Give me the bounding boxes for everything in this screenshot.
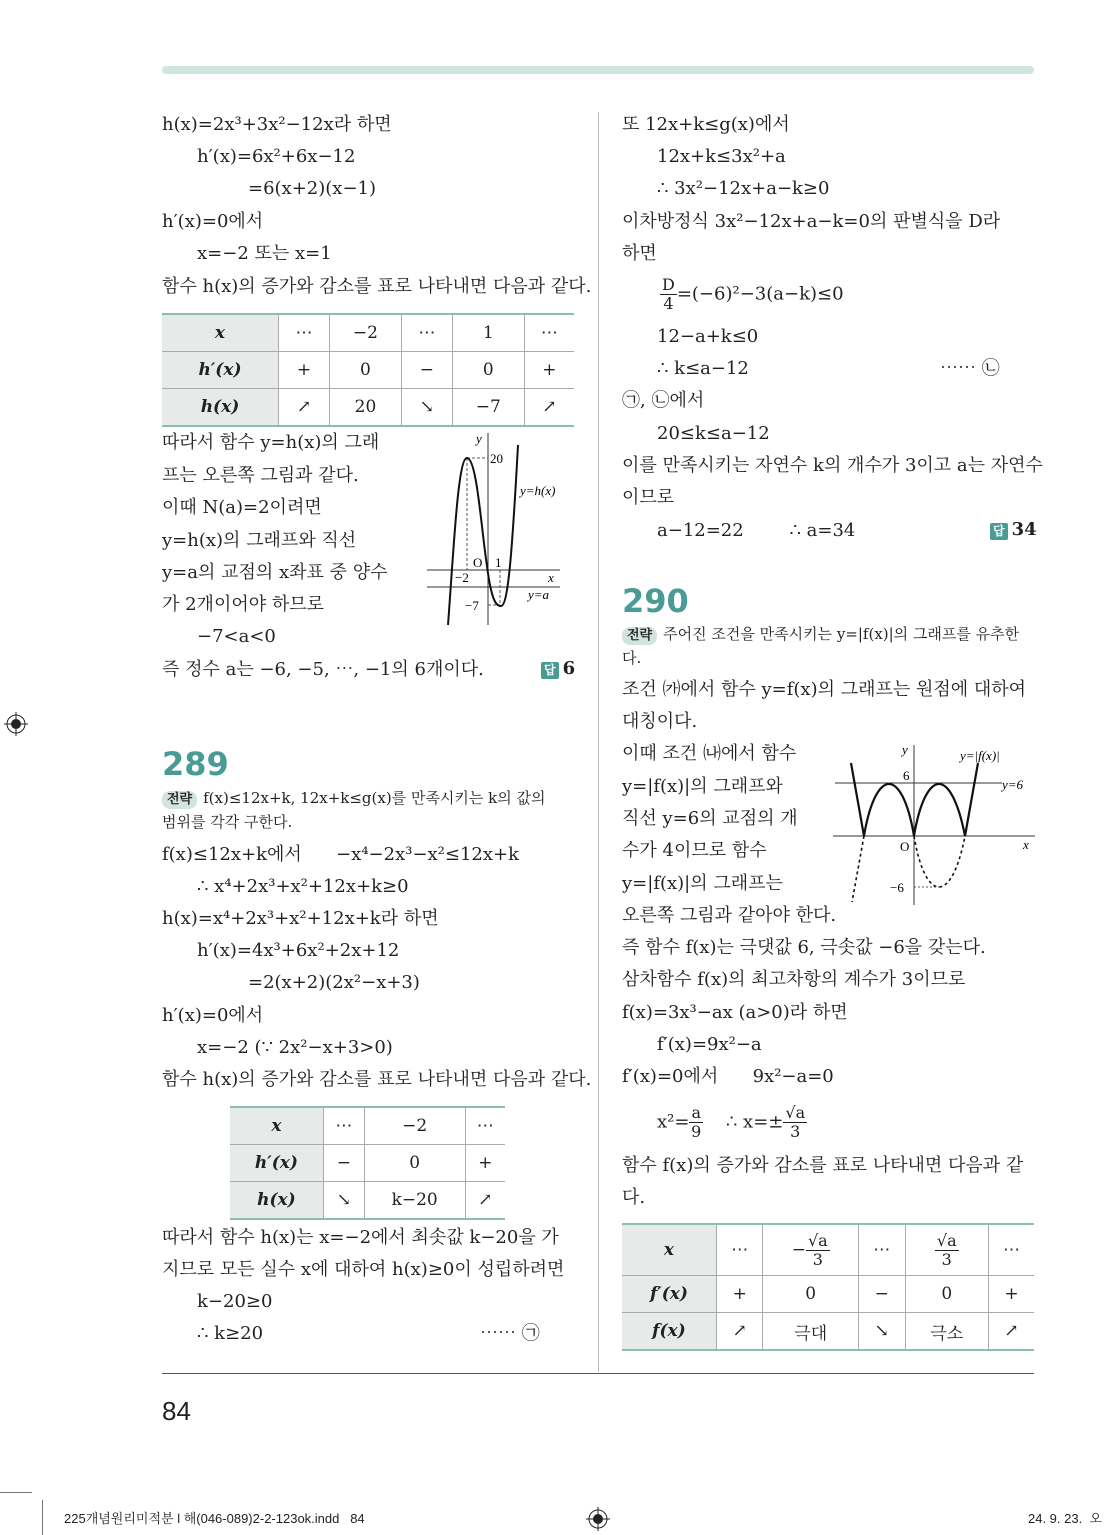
graph-label: −7 (465, 598, 479, 613)
text-line: 하면 (622, 243, 657, 264)
table-cell: 0 (452, 352, 524, 389)
table-row (230, 1145, 505, 1182)
text-line: 12−a+k≤0 (657, 326, 759, 347)
inline-text: =(−6)²−3(a−k)≤0 (676, 283, 844, 305)
text-line: 따라서 함수 h(x)는 x=−2에서 최솟값 k−20을 가 (162, 1227, 559, 1248)
text-line: 함수 f(x)의 증가와 감소를 표로 나타내면 다음과 같 (622, 1155, 1024, 1176)
text-line: y=a의 교점의 x좌표 중 양수 (162, 562, 388, 583)
table-cell: ↗ (989, 1313, 1034, 1351)
text-line: y=|f(x)|의 그래프는 (622, 873, 783, 894)
inline-text: x²= (657, 1111, 690, 1133)
inline-text: √a (936, 1230, 957, 1250)
table-row (162, 314, 574, 352)
inline-text: ∴ x=± (703, 1111, 784, 1133)
text-line: 이때 조건 ㈏에서 함수 (622, 743, 797, 764)
table-cell: h(x) (230, 1182, 323, 1220)
table-cell: −7 (452, 389, 524, 427)
graph-label: 6 (903, 768, 910, 783)
inline-text (660, 276, 677, 313)
text-line: ∴ x⁴+2x³+x²+12x+k≥0 (197, 876, 409, 897)
text-line: 대칭이다. (622, 711, 698, 732)
footer-rule (162, 1373, 1034, 1374)
text-line: h(x)=2x³+3x²−12x라 하면 (162, 114, 392, 135)
table-cell: 극소 (905, 1313, 989, 1351)
answer (990, 519, 1037, 540)
text-line (660, 276, 844, 313)
text-line: 다. (622, 649, 642, 667)
problem-number: 289 (162, 745, 229, 783)
text-line: −7<a<0 (197, 626, 276, 647)
text-line: 범위를 각각 구한다. (162, 813, 293, 831)
inline-text: 34 (1011, 519, 1037, 540)
inline-text: 6 (562, 658, 576, 679)
table-cell (905, 1224, 989, 1276)
table-cell: − (401, 352, 452, 389)
table-cell: 20 (330, 389, 402, 427)
inline-text: 주어진 조건을 만족시키는 y=|f(x)|의 그래프를 유추한 (663, 625, 1020, 643)
table-3 (622, 1223, 1034, 1351)
text-line: f′(x)=0에서 9x²−a=0 (622, 1066, 834, 1087)
text-line: ∴ k≤a−12 (657, 358, 749, 379)
table-cell (763, 1224, 858, 1276)
text-line: =6(x+2)(x−1) (248, 178, 376, 199)
crop-mark (42, 1500, 43, 1535)
table-cell: ⋯ (323, 1107, 364, 1145)
print-date: 24. 9. 23. 오 (1028, 1511, 1102, 1526)
text-line: ∴ k≥20 (197, 1323, 264, 1344)
graph-label: x (548, 570, 554, 585)
text-line: 이를 만족시키는 자연수 k의 개수가 3이고 a는 자연수 (622, 455, 1043, 476)
text-line: 또 12x+k≤g(x)에서 (622, 114, 790, 135)
text-line: ㉠, ㉡에서 (622, 390, 705, 411)
header-bar (162, 66, 1034, 74)
table-cell: − (323, 1145, 364, 1182)
table-cell: − (858, 1276, 905, 1313)
text-line: 가 2개이어야 하므로 (162, 594, 324, 615)
mark: ⋯⋯ ㉡ (940, 358, 1000, 379)
inline-text: 3 (790, 1122, 801, 1141)
table-cell: ↘ (401, 389, 452, 427)
table-cell: −2 (330, 314, 402, 352)
table-cell: k−20 (364, 1182, 465, 1220)
text-line: 이므로 (622, 487, 675, 508)
text-line: =2(x+2)(2x²−x+3) (248, 972, 420, 993)
text-line: 수가 4이므로 함수 (622, 840, 767, 861)
text-line: 삼차함수 f(x)의 최고차항의 계수가 3이므로 (622, 969, 966, 990)
graph-label: y=6 (1002, 777, 1024, 792)
text-line: 즉 함수 f(x)는 극댓값 6, 극솟값 −6을 갖는다. (622, 937, 986, 958)
graph-label: y=h(x) (520, 483, 556, 498)
table-cell: ↘ (858, 1313, 905, 1351)
table-cell: h(x) (162, 389, 278, 427)
text-line: 20≤k≤a−12 (657, 423, 770, 444)
text-line: 즉 정수 a는 −6, −5, ⋯, −1의 6개이다. (162, 659, 484, 680)
table-cell: 0 (364, 1145, 465, 1182)
table-cell: + (716, 1276, 763, 1313)
table-cell: ⋯ (858, 1224, 905, 1276)
text-line: x=−2 (∵ 2x²−x+3>0) (197, 1037, 393, 1058)
graph-label: y=|f(x)| (960, 748, 1000, 763)
inline-text (689, 1104, 703, 1141)
strategy (622, 622, 1019, 646)
column-divider (598, 112, 599, 1372)
table-cell: h′(x) (230, 1145, 323, 1182)
text-line: f(x)=3x³−ax (a>0)라 하면 (622, 1002, 848, 1023)
graph-abs-f (830, 740, 1040, 910)
inline-text: 3 (812, 1249, 823, 1269)
table-cell: 극대 (763, 1313, 858, 1351)
answer (541, 658, 575, 679)
table-cell: ⋯ (716, 1224, 763, 1276)
text-line: 이차방정식 3x²−12x+a−k=0의 판별식을 D라 (622, 211, 1001, 232)
table-cell: ⋯ (465, 1107, 505, 1145)
table-1 (162, 313, 574, 427)
table-cell: ↗ (716, 1313, 763, 1351)
inline-text (806, 1232, 830, 1269)
table-row (622, 1224, 1034, 1276)
graph-label: y (902, 742, 908, 757)
text-line: k−20≥0 (197, 1291, 273, 1312)
graph-label: 20 (490, 451, 503, 466)
text-line: 다. (622, 1187, 646, 1208)
text-line: 함수 h(x)의 증가와 감소를 표로 나타내면 다음과 같다. (162, 1069, 592, 1090)
table-cell: f(x) (622, 1313, 716, 1351)
registration-mark-icon (586, 1507, 610, 1531)
inline-text: f(x)≤12x+k, 12x+k≤g(x)를 만족시키는 k의 값의 (203, 789, 546, 807)
graph-label: −6 (890, 880, 904, 895)
text-line: h′(x)=0에서 (162, 1005, 264, 1026)
text-line: 따라서 함수 y=h(x)의 그래 (162, 432, 380, 453)
table-row (230, 1182, 505, 1220)
inline-text: 3 (941, 1249, 952, 1269)
graph-label: y=a (528, 587, 550, 602)
text-line: 직선 y=6의 교점의 개 (622, 808, 798, 829)
table-cell: 0 (330, 352, 402, 389)
inline-text: − (791, 1239, 806, 1260)
table-cell: f′(x) (622, 1276, 716, 1313)
table-row (162, 352, 574, 389)
table-cell: + (524, 352, 574, 389)
text-line: 조건 ㈎에서 함수 y=f(x)의 그래프는 원점에 대하여 (622, 679, 1027, 700)
table-row (622, 1276, 1034, 1313)
table-cell: + (989, 1276, 1034, 1313)
table-row (230, 1107, 505, 1145)
text-line: h′(x)=6x²+6x−12 (197, 146, 356, 167)
registration-mark-icon (4, 712, 28, 736)
table-2 (230, 1106, 505, 1220)
file-info: 225개념원리미적분 l 해(046-089)2-2-123ok.indd 84 (64, 1511, 365, 1526)
inline-text: a (691, 1103, 701, 1122)
inline-text: 답 (990, 523, 1008, 540)
text-line: 지므로 모든 실수 x에 대하여 h(x)≥0이 성립하려면 (162, 1259, 565, 1280)
inline-text: √a (807, 1230, 828, 1250)
text-line: h(x)=x⁴+2x³+x²+12x+k라 하면 (162, 908, 439, 929)
text-line: 프는 오른쪽 그림과 같다. (162, 465, 359, 486)
inline-text: 답 (541, 662, 559, 679)
text-line: 오른쪽 그림과 같아야 한다. (622, 905, 837, 926)
table-cell: x (162, 314, 278, 352)
table-cell: ↗ (278, 389, 329, 427)
graph-label: −2 (455, 570, 469, 585)
graph-h (420, 425, 580, 630)
table-cell: 0 (905, 1276, 989, 1313)
table-cell: ⋯ (278, 314, 329, 352)
table-cell: x (622, 1224, 716, 1276)
table-cell: + (278, 352, 329, 389)
text-line: f′(x)=9x²−a (657, 1034, 762, 1055)
text-line: h′(x)=0에서 (162, 211, 264, 232)
mark: ⋯⋯ ㉠ (480, 1323, 540, 1344)
graph-label: 1 (495, 555, 502, 570)
inline-text: 9 (691, 1122, 702, 1141)
table-cell: + (465, 1145, 505, 1182)
inline-text: 4 (663, 294, 674, 313)
table-cell: −2 (364, 1107, 465, 1145)
table-cell: 0 (763, 1276, 858, 1313)
problem-number: 290 (622, 582, 689, 620)
table-cell: x (230, 1107, 323, 1145)
graph-label: O (900, 839, 910, 854)
table-cell: h′(x) (162, 352, 278, 389)
text-line (657, 1104, 807, 1141)
graph-label: O (473, 555, 483, 570)
table-cell: ⋯ (524, 314, 574, 352)
table-cell: ↗ (524, 389, 574, 427)
text-line: f(x)≤12x+k에서 −x⁴−2x³−x²≤12x+k (162, 844, 520, 865)
table-row (622, 1313, 1034, 1351)
inline-text (783, 1104, 807, 1141)
text-line: y=h(x)의 그래프와 직선 (162, 530, 357, 551)
graph-label: x (1023, 837, 1029, 852)
text-line: 함수 h(x)의 증가와 감소를 표로 나타내면 다음과 같다. (162, 276, 592, 297)
table-cell: ↘ (323, 1182, 364, 1220)
crop-mark (0, 1492, 32, 1493)
page-number: 84 (162, 1396, 191, 1426)
text-line: a−12=22 ∴ a=34 (657, 520, 856, 541)
text-line: 이때 N(a)=2이려면 (162, 497, 322, 518)
text-line: y=|f(x)|의 그래프와 (622, 776, 783, 797)
table-cell: 1 (452, 314, 524, 352)
inline-text (935, 1232, 959, 1269)
graph-label: y (476, 431, 482, 446)
table-cell: ⋯ (989, 1224, 1034, 1276)
text-line: h′(x)=4x³+6x²+2x+12 (197, 940, 400, 961)
strategy (162, 786, 546, 810)
table-cell: ⋯ (401, 314, 452, 352)
table-row (162, 389, 574, 427)
text-line: 12x+k≤3x²+a (657, 146, 786, 167)
text-line: x=−2 또는 x=1 (197, 243, 332, 264)
inline-text: D (662, 275, 675, 294)
table-cell: ↗ (465, 1182, 505, 1220)
curve-h (448, 445, 518, 625)
inline-text: 전략 (162, 791, 197, 809)
inline-text: √a (785, 1103, 806, 1122)
text-line: ∴ 3x²−12x+a−k≥0 (657, 178, 830, 199)
inline-text: 전략 (622, 627, 657, 645)
